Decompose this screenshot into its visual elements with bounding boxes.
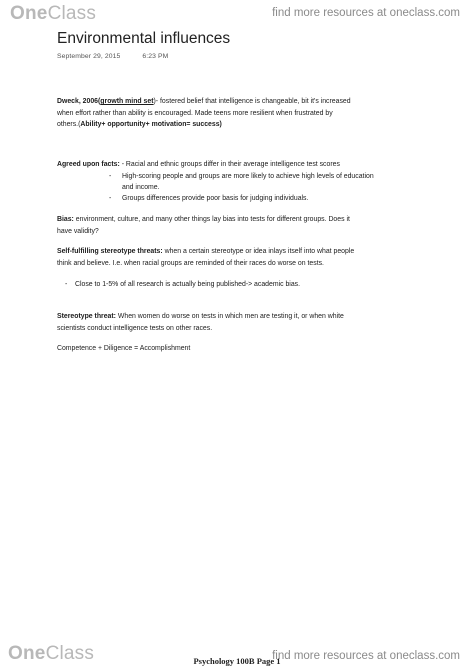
list-item: - Groups differences provide poor basis for judging individuals. xyxy=(109,195,309,202)
date-text: September 29, 2015 xyxy=(57,53,121,60)
agreed-facts-paragraph: Agreed upon facts: - Racial and ethnic groups differ in their average intelligence test scores xyxy=(57,161,340,168)
oneclass-logo[interactable]: OneClass xyxy=(8,643,95,664)
stereotype-threat-paragraph: Stereotype threat: When women do worse on tests in which men are testing it, or when white scientists conduct intelligence tests on other races. xyxy=(57,313,344,332)
growth-mindset-link: growth mind set xyxy=(100,98,154,105)
page-footer-label: Psychology 100B Page 1 xyxy=(193,656,281,666)
document-title: Environmental influences xyxy=(57,30,231,47)
list-item: - High-scoring people and groups are more likely to achieve high levels of education xyxy=(109,173,374,180)
find-more-link[interactable]: find more resources at oneclass.com xyxy=(272,650,460,662)
top-banner xyxy=(0,0,474,26)
document-date xyxy=(57,53,168,60)
self-fulfilling-paragraph: Self-fulfilling stereotype threats: when a certain stereotype or idea inlays itself into what people think and believe. I.e. when racial groups are reminded of their races do worse on tests. xyxy=(57,248,355,267)
formula-line: Competence + Diligence = Accomplishment xyxy=(57,345,191,352)
list-item: and income. xyxy=(122,184,160,191)
time-text: 6:23 PM xyxy=(142,53,169,60)
find-more-link[interactable]: find more resources at oneclass.com xyxy=(272,7,460,19)
dweck-paragraph: Dweck, 2006(growth mind set)- fostered belief that intelligence is changeable, bit it's increased when effort rather than ability is encouraged. Made teens more resilient when frustrated by others.(Ability+ opportunity+ motivation= success) xyxy=(57,98,351,128)
list-item: - Close to 1-5% of all research is actually being published-> academic bias. xyxy=(65,281,301,288)
bias-paragraph: Bias: environment, culture, and many other things lay bias into tests for different groups. Does it have validity? xyxy=(57,216,350,235)
oneclass-logo[interactable]: OneClass xyxy=(10,3,97,24)
